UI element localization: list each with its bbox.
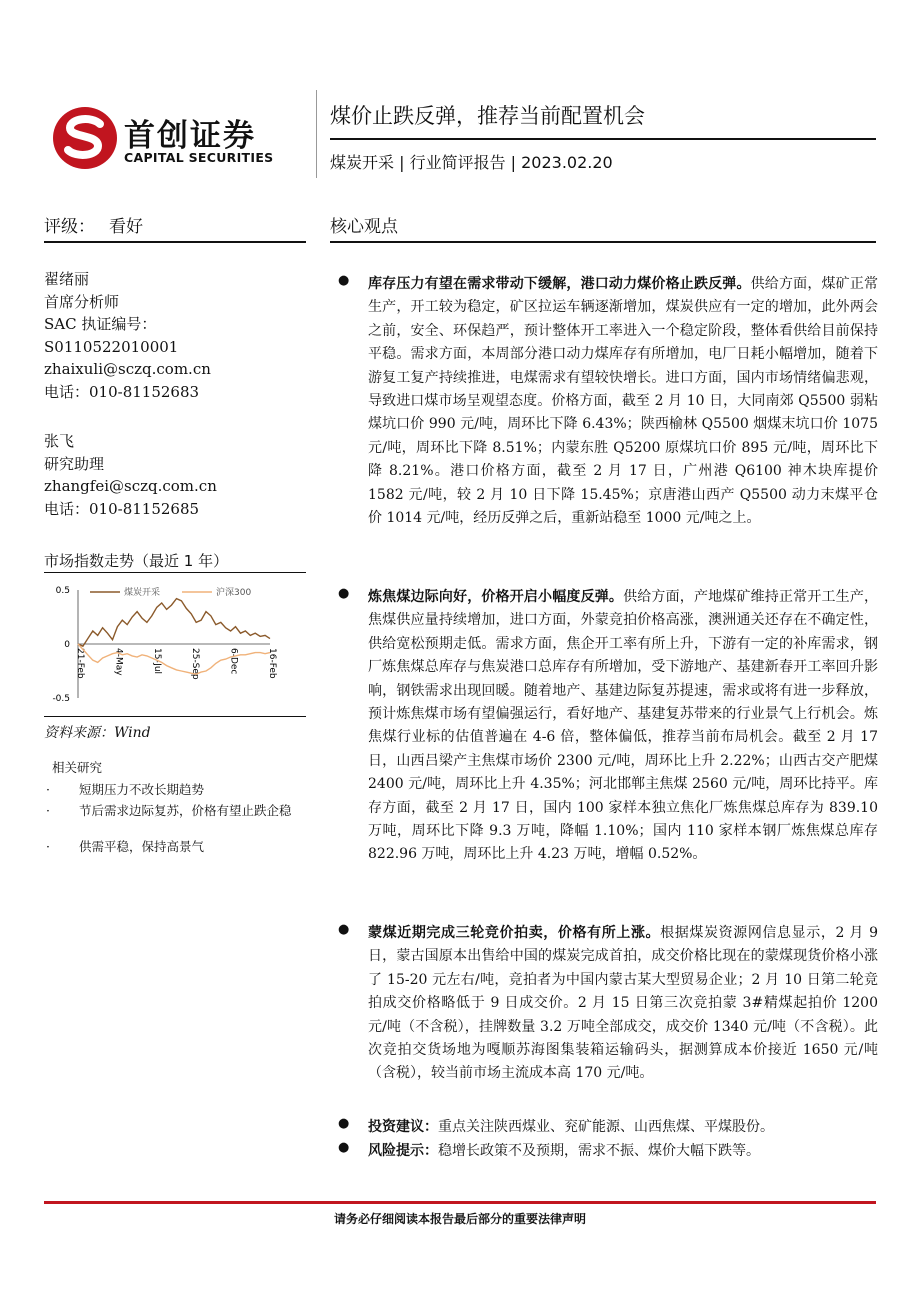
title-rule	[330, 138, 876, 140]
x-tick-label: 21-Feb	[75, 648, 85, 679]
related-research-heading: 相关研究	[52, 760, 103, 775]
viewpoint-risk	[338, 1140, 878, 1163]
analyst-name: 翟绪丽	[44, 270, 90, 288]
capital-securities-logo-icon	[52, 104, 122, 172]
analyst-email[interactable]: zhaixuli@sczq.com.cn	[44, 360, 211, 378]
bullet-icon: ●	[338, 1140, 350, 1155]
market-index-chart	[44, 578, 306, 710]
viewpoint-body: 重点关注陕西煤业、兖矿能源、山西焦煤、平煤股份。	[438, 1119, 774, 1135]
right-rule	[330, 241, 876, 243]
analyst-block	[44, 268, 211, 403]
report-subtitle: 煤炭开采 | 行业简评报告 | 2023.02.20	[330, 153, 613, 172]
viewpoint-heading: 蒙煤近期完成三轮竞价拍卖，价格有所上涨。	[368, 925, 661, 941]
rating	[44, 212, 143, 237]
bullet-icon: ●	[338, 273, 350, 288]
viewpoint-thermal-coal	[338, 273, 878, 530]
x-tick-label: 4-May	[113, 648, 124, 676]
footer-rule	[44, 1201, 876, 1204]
left-rule	[44, 241, 306, 243]
viewpoint-investment-advice	[338, 1116, 878, 1139]
legend-label: 沪深300	[216, 588, 252, 598]
legend-label: 煤炭开采	[124, 588, 161, 598]
chart-source: 资料来源：Wind	[44, 725, 151, 741]
viewpoint-body: 供给方面，产地煤矿维持正常开工生产，焦煤供应量持续增加，进口方面，外蒙竞拍价格高涨，澳洲通关还存在不确定性，供给宽松预期走低。需求方面，焦企开工率有所上升，下游有一定的补库需求，钢厂炼焦煤总库存与焦炭港口总库存有所增加，受下游地产、基建新春开工率回升影响，钢铁需求出现回暖。随着地产、基建边际复苏提速，需求或将有进一步释放，预计炼焦煤市场有望偏强运行，看好地产、基建复苏带来的行业景气上行机会。炼焦煤行业标的估值普遍在 4-6 倍，整体偏低，推荐当前布局机会。截至 2 月 17 日，山西吕梁产主焦煤市场价 2300 元/吨，周环比上升 2.22%；山西古交产肥煤 2400 元/吨，周环比上升 4.35%；河北邯郸主焦煤 2560 元/吨，周环比持平。库存方面，截至 2 月 17 日，国内 100 家样本独立焦化厂炼焦煤总库存为 839.10 万吨，周环比下降 9.3 万吨，降幅 1.10%；国内 110 家样本钢厂炼焦煤总库存 822.96 万吨，周环比上升 4.23 万吨，增幅 0.52%。	[368, 589, 879, 863]
bullet-icon: ●	[338, 1116, 350, 1131]
source-rule	[44, 716, 306, 717]
viewpoint-coking-coal	[338, 586, 878, 867]
analyst-phone: 电话：010-81152683	[44, 382, 200, 401]
y-tick-label: -0.5	[52, 694, 70, 704]
series-line-csi300	[78, 644, 270, 674]
y-tick-label: 0.5	[55, 586, 70, 596]
series-line-coal-mining	[78, 599, 270, 647]
related-item[interactable]: · 节后需求边际复苏，价格有望止跌企稳	[46, 803, 292, 818]
viewpoint-heading: 库存压力有望在需求带动下缓解，港口动力煤价格止跌反弹。	[368, 276, 751, 292]
core-heading: 核心观点	[330, 217, 398, 237]
brand-name-cn: 首创证券	[124, 118, 256, 154]
analyst-sac-label: SAC 执证编号：	[44, 315, 157, 333]
x-tick-label: 6-Dec	[228, 648, 239, 675]
x-tick-label: 15-Jul	[151, 648, 162, 675]
viewpoint-heading: 风险提示：	[368, 1143, 438, 1159]
viewpoint-body: 稳增长政策不及预期，需求不振、煤价大幅下跌等。	[438, 1143, 760, 1159]
assistant-block	[44, 430, 217, 520]
assistant-name: 张飞	[44, 432, 75, 450]
bullet-icon: ●	[338, 586, 350, 601]
assistant-email[interactable]: zhangfei@sczq.com.cn	[44, 477, 217, 495]
x-tick-label: 16-Feb	[267, 648, 277, 679]
analyst-title: 首席分析师	[44, 292, 120, 311]
header-divider	[316, 90, 317, 178]
viewpoint-heading: 投资建议：	[368, 1119, 438, 1135]
viewpoint-body: 供给方面，煤矿正常生产，开工较为稳定，矿区拉运车辆逐渐增加，煤炭供应有一定的增加，此外两会之前，安全、环保趋严，预计整体开工率进入一个稳定阶段，整体看供给目前保持平稳。需求方面，本周部分港口动力煤库存有所增加，电厂日耗小幅增加，随着下游复工复产持续推进，电煤需求有望较快增长。进口方面，国内市场情绪偏悲观，导致进口煤市场呈观望态度。价格方面，截至 2 月 10 日，大同南郊 Q5500 弱粘煤坑口价 990 元/吨，周环比下降 6.43%；陕西榆林 Q5500 烟煤末坑口价 1075 元/吨，周环比下降 8.51%；内蒙东胜 Q5200 原煤坑口价 895 元/吨，周环比下降 8.21%。港口价格方面，截至 2 月 17 日，广州港 Q6100 神木块库提价 1582 元/吨，较 2 月 10 日下降 15.45%；京唐港山西产 Q5500 动力末煤平仓价 1014 元/吨，经历反弹之后，重新站稳至 1000 元/吨之上。	[368, 276, 879, 527]
bullet-icon: ●	[338, 922, 350, 937]
bullet-dot: ·	[46, 803, 50, 818]
viewpoint-heading: 炼焦煤边际向好，价格开启小幅度反弹。	[368, 589, 624, 605]
related-item[interactable]: · 短期压力不改长期趋势	[46, 782, 205, 797]
bullet-dot: ·	[46, 782, 50, 797]
x-tick-label: 25-Sep	[190, 648, 201, 680]
brand-name-en: CAPITAL SECURITIES	[124, 150, 274, 165]
y-tick-label: 0	[64, 640, 70, 650]
rating-value: 看好	[109, 217, 143, 237]
viewpoint-body: 根据煤炭资源网信息显示，2 月 9 日，蒙古国原本出售给中国的煤炭完成首拍，成交价格比现在的蒙煤现货价格小涨了 15-20 元左右/吨，竞拍者为中国内蒙古某大型贸易企业；2 月 10 日第二轮竞拍成交价格略低于 9 日成交价。2 月 15 日第三次竞拍蒙 3#精煤起拍价 1200 元/吨（不含税），挂牌数量 3.2 万吨全部成交，成交价 1340 元/吨（不含税）。此次竞拍交货场地为嘎顺苏海图集装箱运输码头，据测算成本价接近 1650 元/吨（含税），较当前市场主流成本高 170 元/吨。	[368, 925, 879, 1082]
report-title: 煤价止跌反弹，推荐当前配置机会	[330, 104, 645, 128]
assistant-phone: 电话：010-81152685	[44, 499, 200, 518]
chart-rule	[44, 572, 306, 573]
viewpoint-mongolian-coal	[338, 922, 878, 1086]
rating-label: 评级：	[44, 217, 95, 237]
related-item[interactable]: · 供需平稳，保持高景气	[46, 839, 205, 854]
analyst-sac-number: S0110522010001	[44, 337, 179, 356]
assistant-title: 研究助理	[44, 454, 105, 473]
market-index-chart-svg	[44, 578, 306, 710]
bullet-dot: ·	[46, 839, 50, 854]
legal-notice: 请务必仔细阅读本报告最后部分的重要法律声明	[333, 1212, 586, 1226]
chart-title: 市场指数走势（最近 1 年）	[44, 552, 229, 570]
